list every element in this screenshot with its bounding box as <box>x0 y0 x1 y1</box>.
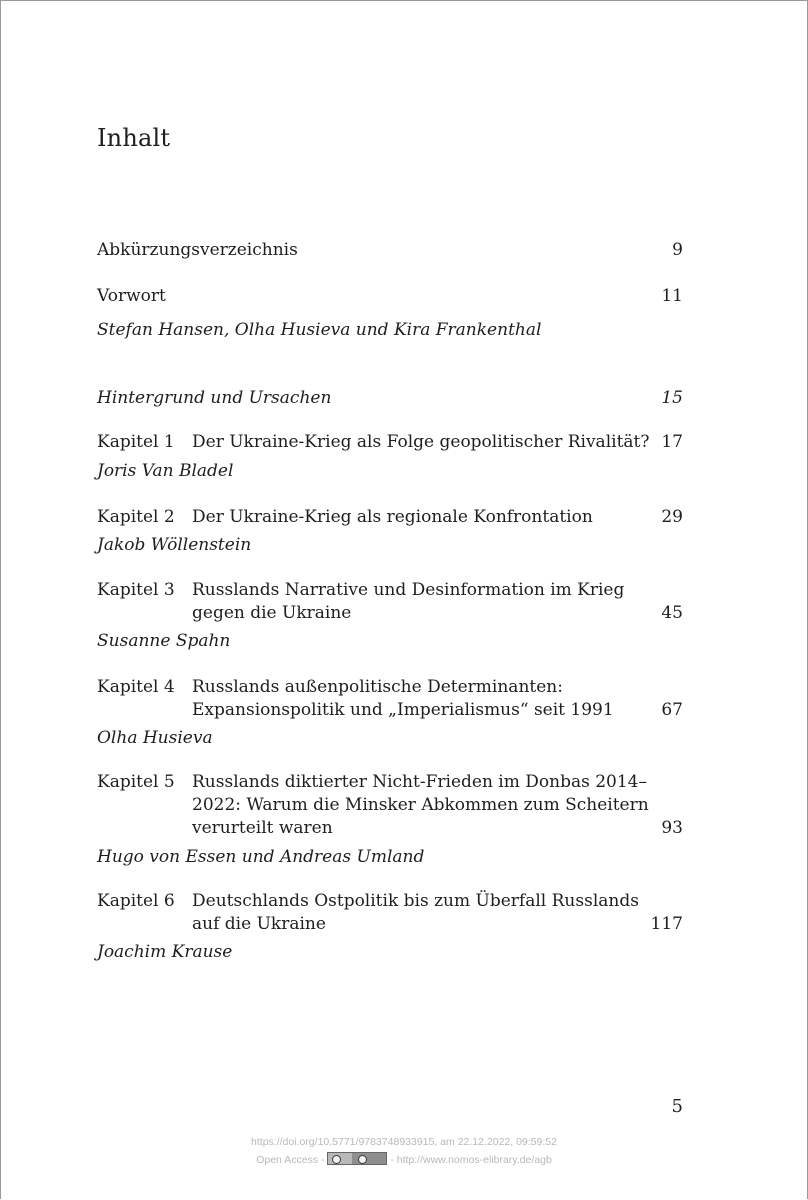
chapter-label: Kapitel 5 <box>97 772 175 792</box>
doi-watermark: https://doi.org/10.5771/9783748933915, am 22.12.2022, 09:59:52 <box>251 1136 557 1148</box>
toc-author: Jakob Wöllenstein <box>97 535 252 555</box>
toc-author: Stefan Hansen, Olha Husieva und Kira Frankenthal <box>97 320 542 340</box>
chapter-title-continued[interactable]: verurteilt waren <box>192 818 333 838</box>
chapter-label: Kapitel 1 <box>97 432 175 452</box>
chapter-label: Kapitel 4 <box>97 677 175 697</box>
toc-entry-abkuerzungsverzeichnis[interactable]: Abkürzungsverzeichnis <box>97 240 298 260</box>
toc-author: Olha Husieva <box>97 728 213 748</box>
chapter-title[interactable]: Russlands außenpolitische Determinanten: <box>192 677 563 697</box>
license-watermark <box>0 1152 808 1166</box>
chapter-title[interactable]: Deutschlands Ostpolitik bis zum Überfall Russlands <box>192 891 639 911</box>
toc-page-number: 15 <box>661 388 683 408</box>
chapter-title[interactable]: Der Ukraine-Krieg als regionale Konfrontation <box>192 507 593 527</box>
chapter-title[interactable]: Russlands diktierter Nicht-Frieden im Donbas 2014– <box>192 772 647 792</box>
toc-author: Susanne Spahn <box>97 631 231 651</box>
chapter-label: Kapitel 6 <box>97 891 175 911</box>
toc-page-number: 29 <box>661 507 683 527</box>
cc-license-icon <box>327 1152 387 1165</box>
chapter-title[interactable]: Russlands Narrative und Desinformation im Krieg <box>192 580 625 600</box>
toc-author: Joris Van Bladel <box>97 461 234 481</box>
toc-author: Hugo von Essen und Andreas Umland <box>97 847 425 867</box>
chapter-title[interactable]: Der Ukraine-Krieg als Folge geopolitischer Rivalität? <box>192 432 650 452</box>
license-suffix: - http://www.nomos-elibrary.de/agb <box>387 1154 552 1166</box>
toc-author: Joachim Krause <box>97 942 233 962</box>
toc-section-heading[interactable]: Hintergrund und Ursachen <box>97 388 332 408</box>
toc-page-number: 93 <box>661 818 683 838</box>
toc-page-number: 45 <box>661 603 683 623</box>
chapter-title-continued[interactable]: gegen die Ukraine <box>192 603 352 623</box>
chapter-title-continued[interactable]: auf die Ukraine <box>192 914 326 934</box>
chapter-label: Kapitel 2 <box>97 507 175 527</box>
page-title: Inhalt <box>97 124 171 152</box>
chapter-title-continued[interactable]: 2022: Warum die Minsker Abkommen zum Scheitern <box>192 795 649 815</box>
toc-page-number: 9 <box>672 240 683 260</box>
toc-page-number: 117 <box>650 914 683 934</box>
chapter-title-continued[interactable]: Expansionspolitik und „Imperialismus“ seit 1991 <box>192 700 614 720</box>
toc-page-number: 17 <box>661 432 683 452</box>
license-prefix: Open Access - <box>256 1154 328 1166</box>
toc-entry-vorwort[interactable]: Vorwort <box>97 286 166 306</box>
toc-page-number: 11 <box>661 286 683 306</box>
chapter-label: Kapitel 3 <box>97 580 175 600</box>
page-number: 5 <box>671 1096 683 1117</box>
toc-page-number: 67 <box>661 700 683 720</box>
